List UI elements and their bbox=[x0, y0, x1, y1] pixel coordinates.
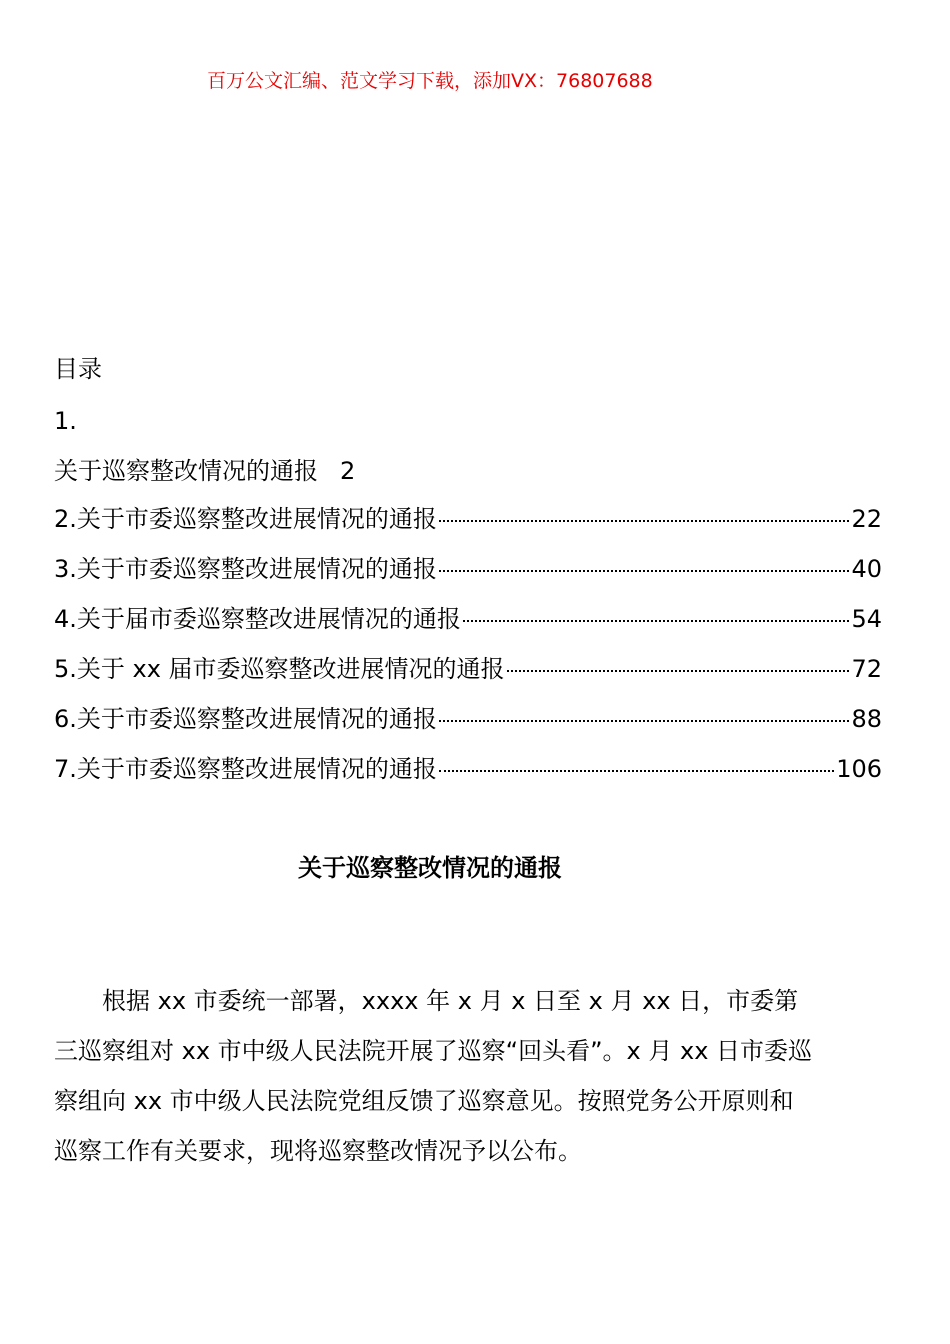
toc-dot-leader bbox=[463, 620, 850, 622]
body-paragraph: 根据 xx 市委统一部署，xxxx 年 x 月 x 日至 x 月 xx 日，市委第三巡察组对 xx 市中级人民法院开展了巡察“回头看”。x 月 xx 日市委巡察组向 xx 市中级人民法院党组反馈了巡察意见。按照党务公开原则和巡察工作有关要求，现将巡察整改情况予以公布。 bbox=[54, 987, 813, 1165]
toc-entry-5[interactable] bbox=[54, 652, 882, 702]
toc-entry-title: 3.关于市委巡察整改进展情况的通报 bbox=[54, 555, 437, 583]
toc-entry-title: 7.关于市委巡察整改进展情况的通报 bbox=[54, 755, 437, 783]
toc-entry-title: 6.关于市委巡察整改进展情况的通报 bbox=[54, 705, 437, 733]
toc-dot-leader bbox=[439, 570, 850, 572]
toc-dot-leader bbox=[439, 720, 850, 722]
toc-entry-page: 22 bbox=[851, 505, 882, 533]
toc-entry-2[interactable] bbox=[54, 502, 882, 552]
toc-entry-page: 72 bbox=[851, 655, 882, 683]
watermark-header: 百万公文汇编、范文学习下载，添加VX：76807688 bbox=[207, 70, 653, 92]
toc-first-number: 1. bbox=[54, 407, 77, 435]
toc-entry-page: 2 bbox=[340, 457, 356, 485]
toc-dot-leader bbox=[439, 770, 834, 772]
toc-entry-title: 5.关于 xx 届市委巡察整改进展情况的通报 bbox=[54, 655, 505, 683]
toc-entry-title: 关于巡察整改情况的通报 bbox=[54, 457, 318, 485]
toc-entry-page: 88 bbox=[851, 705, 882, 733]
document-title: 关于巡察整改情况的通报 bbox=[298, 854, 562, 882]
toc-entry-page: 54 bbox=[851, 605, 882, 633]
toc-first-entry[interactable] bbox=[54, 454, 355, 488]
toc-list bbox=[54, 502, 882, 802]
toc-dot-leader bbox=[439, 520, 850, 522]
toc-entry-title: 4.关于届市委巡察整改进展情况的通报 bbox=[54, 605, 461, 633]
toc-entry-3[interactable] bbox=[54, 552, 882, 602]
toc-heading: 目录 bbox=[54, 355, 102, 383]
toc-entry-4[interactable] bbox=[54, 602, 882, 652]
toc-entry-title: 2.关于市委巡察整改进展情况的通报 bbox=[54, 505, 437, 533]
toc-entry-page: 40 bbox=[851, 555, 882, 583]
toc-dot-leader bbox=[507, 670, 850, 672]
toc-entry-7[interactable] bbox=[54, 752, 882, 802]
toc-entry-page: 106 bbox=[836, 755, 882, 783]
toc-entry-6[interactable] bbox=[54, 702, 882, 752]
